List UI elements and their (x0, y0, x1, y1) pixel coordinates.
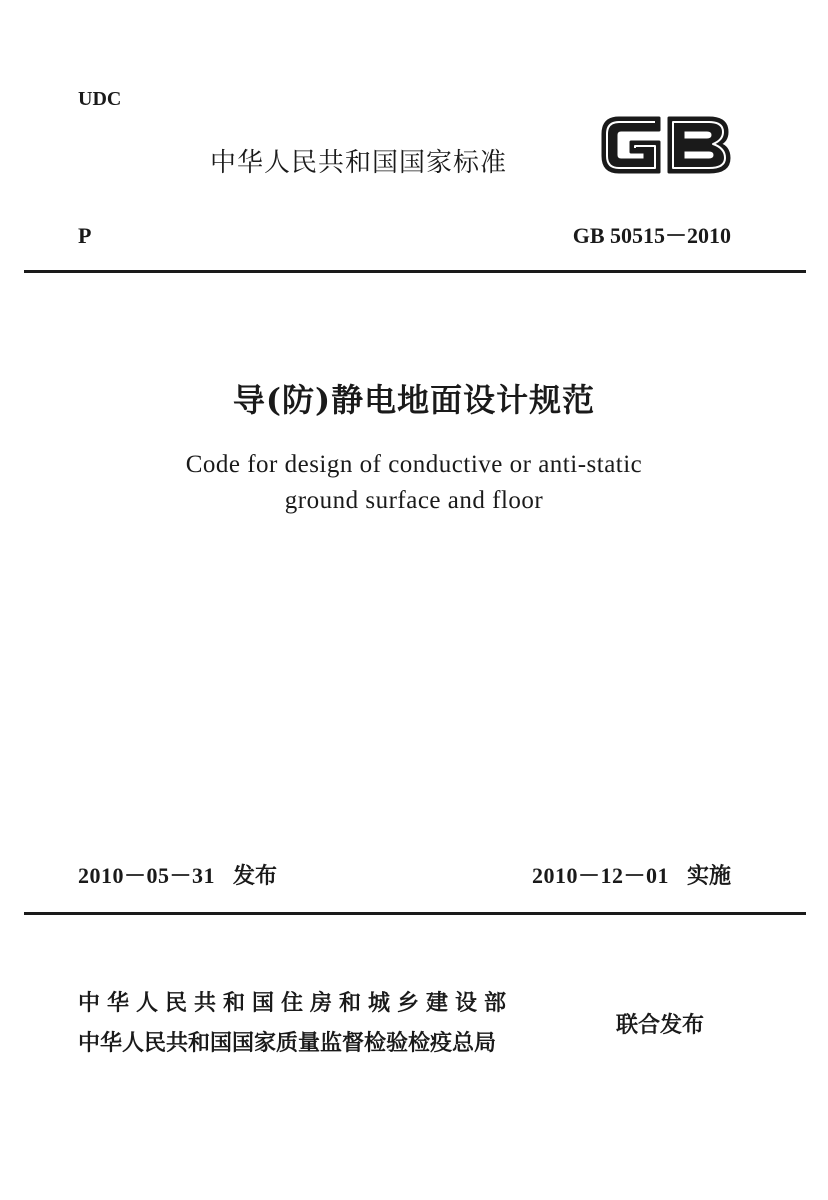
issue-date: 2010－05－31 (78, 863, 216, 888)
joint-issue-label: 联合发布 (616, 1013, 705, 1038)
effective-label: 实施 (686, 864, 731, 889)
title-english-line1: Code for design of conductive or anti-static (185, 451, 643, 478)
standard-number: GB 50515－2010 (572, 223, 731, 248)
gb-logo (597, 110, 735, 180)
title-english-line2: ground surface and floor (284, 487, 544, 514)
bottom-divider (24, 912, 806, 915)
issue-date-block (78, 861, 277, 892)
title-chinese: 导(防)静电地面设计规范 (232, 381, 596, 419)
issuer-ministry-housing: 中华人民共和国住房和城乡建设部 (78, 991, 514, 1016)
effective-date-block (532, 861, 731, 892)
issue-label: 发布 (233, 864, 278, 889)
issuer-aqsiq: 中华人民共和国国家质量监督检验检疫总局 (78, 1031, 497, 1056)
udc-label: UDC (78, 88, 122, 110)
effective-date: 2010－12－01 (531, 863, 669, 888)
standard-type: 中华人民共和国国家标准 (210, 148, 508, 178)
category-code: P (78, 223, 92, 248)
top-divider (24, 270, 806, 273)
